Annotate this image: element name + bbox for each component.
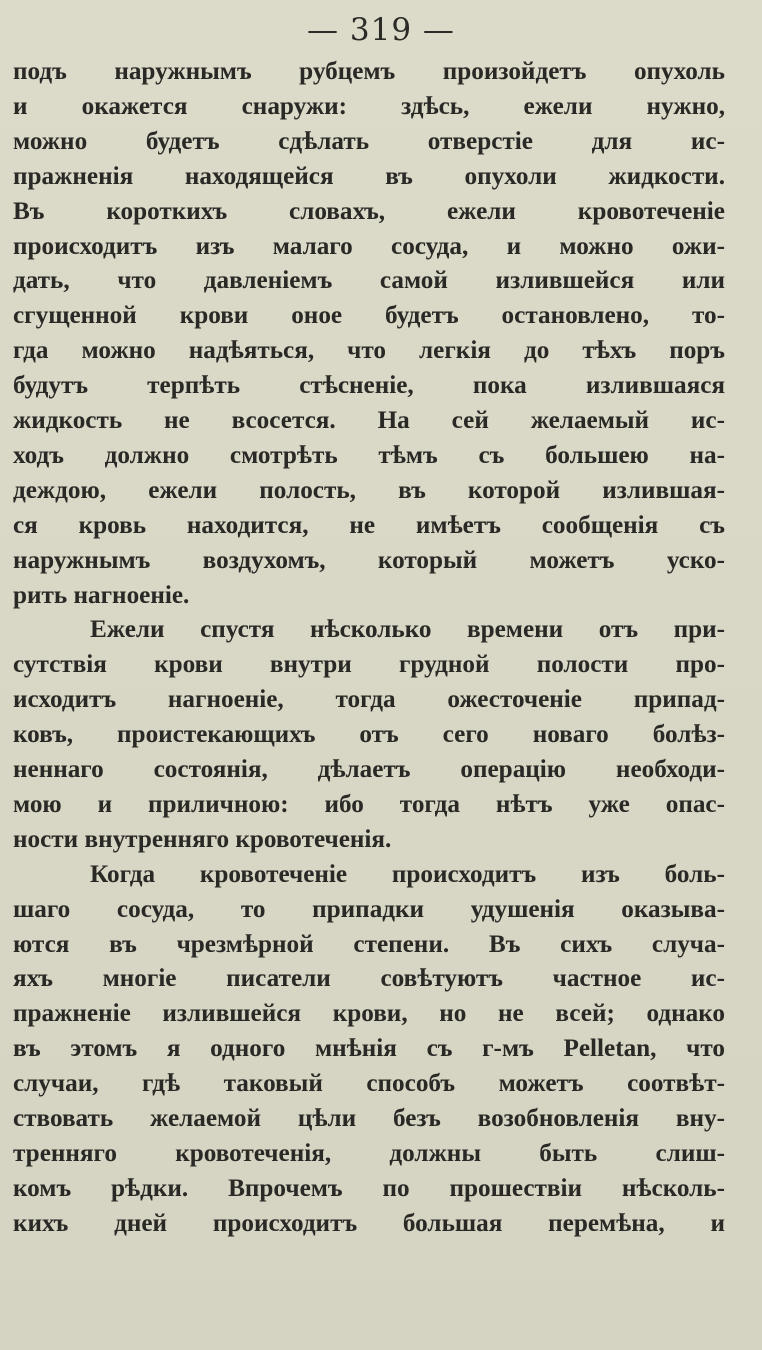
text-line: исходитъ нагноеніе, тогда ожесточеніе припад-	[13, 686, 725, 714]
text-line: рить нагноеніе.	[13, 581, 190, 609]
text-line: тренняго кровотеченія, должны быть слиш-	[13, 1139, 725, 1167]
text-line: ходъ должно смотрѣть тѣмъ съ большею на-	[13, 441, 725, 469]
text-line: кихъ дней происходитъ большая перемѣна, и	[13, 1209, 725, 1237]
text-line: Когда кровотеченіе происходитъ изъ боль-	[90, 860, 725, 888]
text-line: ся кровь находится, не имѣетъ сообщенія съ	[13, 511, 725, 539]
page-number: — 319 —	[307, 12, 455, 48]
text-line: и окажется снаружи: здѣсь, ежели нужно,	[13, 92, 725, 120]
text-line: подъ наружнымъ рубцемъ произойдетъ опухоль	[13, 58, 725, 85]
text-line: гда можно надѣяться, что легкія до тѣхъ поръ	[13, 337, 725, 365]
text-line: шаго сосуда, то припадки удушенія оказыва-	[13, 895, 725, 923]
text-line: ются въ чрезмѣрной степени. Въ сихъ случа-	[13, 930, 725, 958]
text-line: происходитъ изъ малаго сосуда, и можно ожи-	[13, 232, 725, 260]
text-line: пражненіе излившейся крови, но не всей; однако	[13, 1000, 725, 1028]
text-line: неннаго состоянія, дѣлаетъ операцію необходи-	[13, 756, 725, 783]
text-line: жидкость не всосется. На сей желаемый ис-	[13, 407, 725, 434]
text-line: въ этомъ я одного мнѣнія съ г-мъ Pelletan, что	[13, 1035, 725, 1063]
text-line: деждою, ежели полость, въ которой излившая-	[13, 476, 725, 504]
text-line: случаи, гдѣ таковый способъ можетъ соотвѣт-	[13, 1070, 725, 1098]
text-line: будутъ терпѣть стѣсненіе, пока излившаяся	[13, 372, 725, 400]
text-line: сгущенной крови оное будетъ остановлено, то-	[13, 302, 725, 330]
text-line: сутствія крови внутри грудной полости про-	[13, 651, 725, 679]
text-line: ности внутренняго кровотеченія.	[13, 825, 392, 853]
text-line: можно будетъ сдѣлать отверстіе для ис-	[13, 127, 725, 155]
text-line: ковъ, проистекающихъ отъ сего новаго болѣз-	[13, 721, 725, 749]
text-line: наружнымъ воздухомъ, который можетъ уско-	[13, 546, 725, 574]
text-line: Ежели спустя нѣсколько времени отъ при-	[90, 616, 725, 644]
text-line: комъ рѣдки. Впрочемъ по прошествіи нѣсколь-	[13, 1174, 725, 1202]
text-line: дать, что давленіемъ самой излившейся или	[13, 267, 725, 295]
text-line: мою и приличною: ибо тогда нѣтъ уже опас-	[13, 790, 725, 818]
text-line: пражненія находящейся въ опухоли жидкости.	[13, 162, 725, 190]
text-line: ствовать желаемой цѣли безъ возобновленія вну-	[13, 1105, 725, 1132]
text-line: яхъ многіе писатели совѣтуютъ частное ис-	[13, 965, 725, 993]
text-line: Въ короткихъ словахъ, ежели кровотеченіе	[13, 197, 725, 225]
